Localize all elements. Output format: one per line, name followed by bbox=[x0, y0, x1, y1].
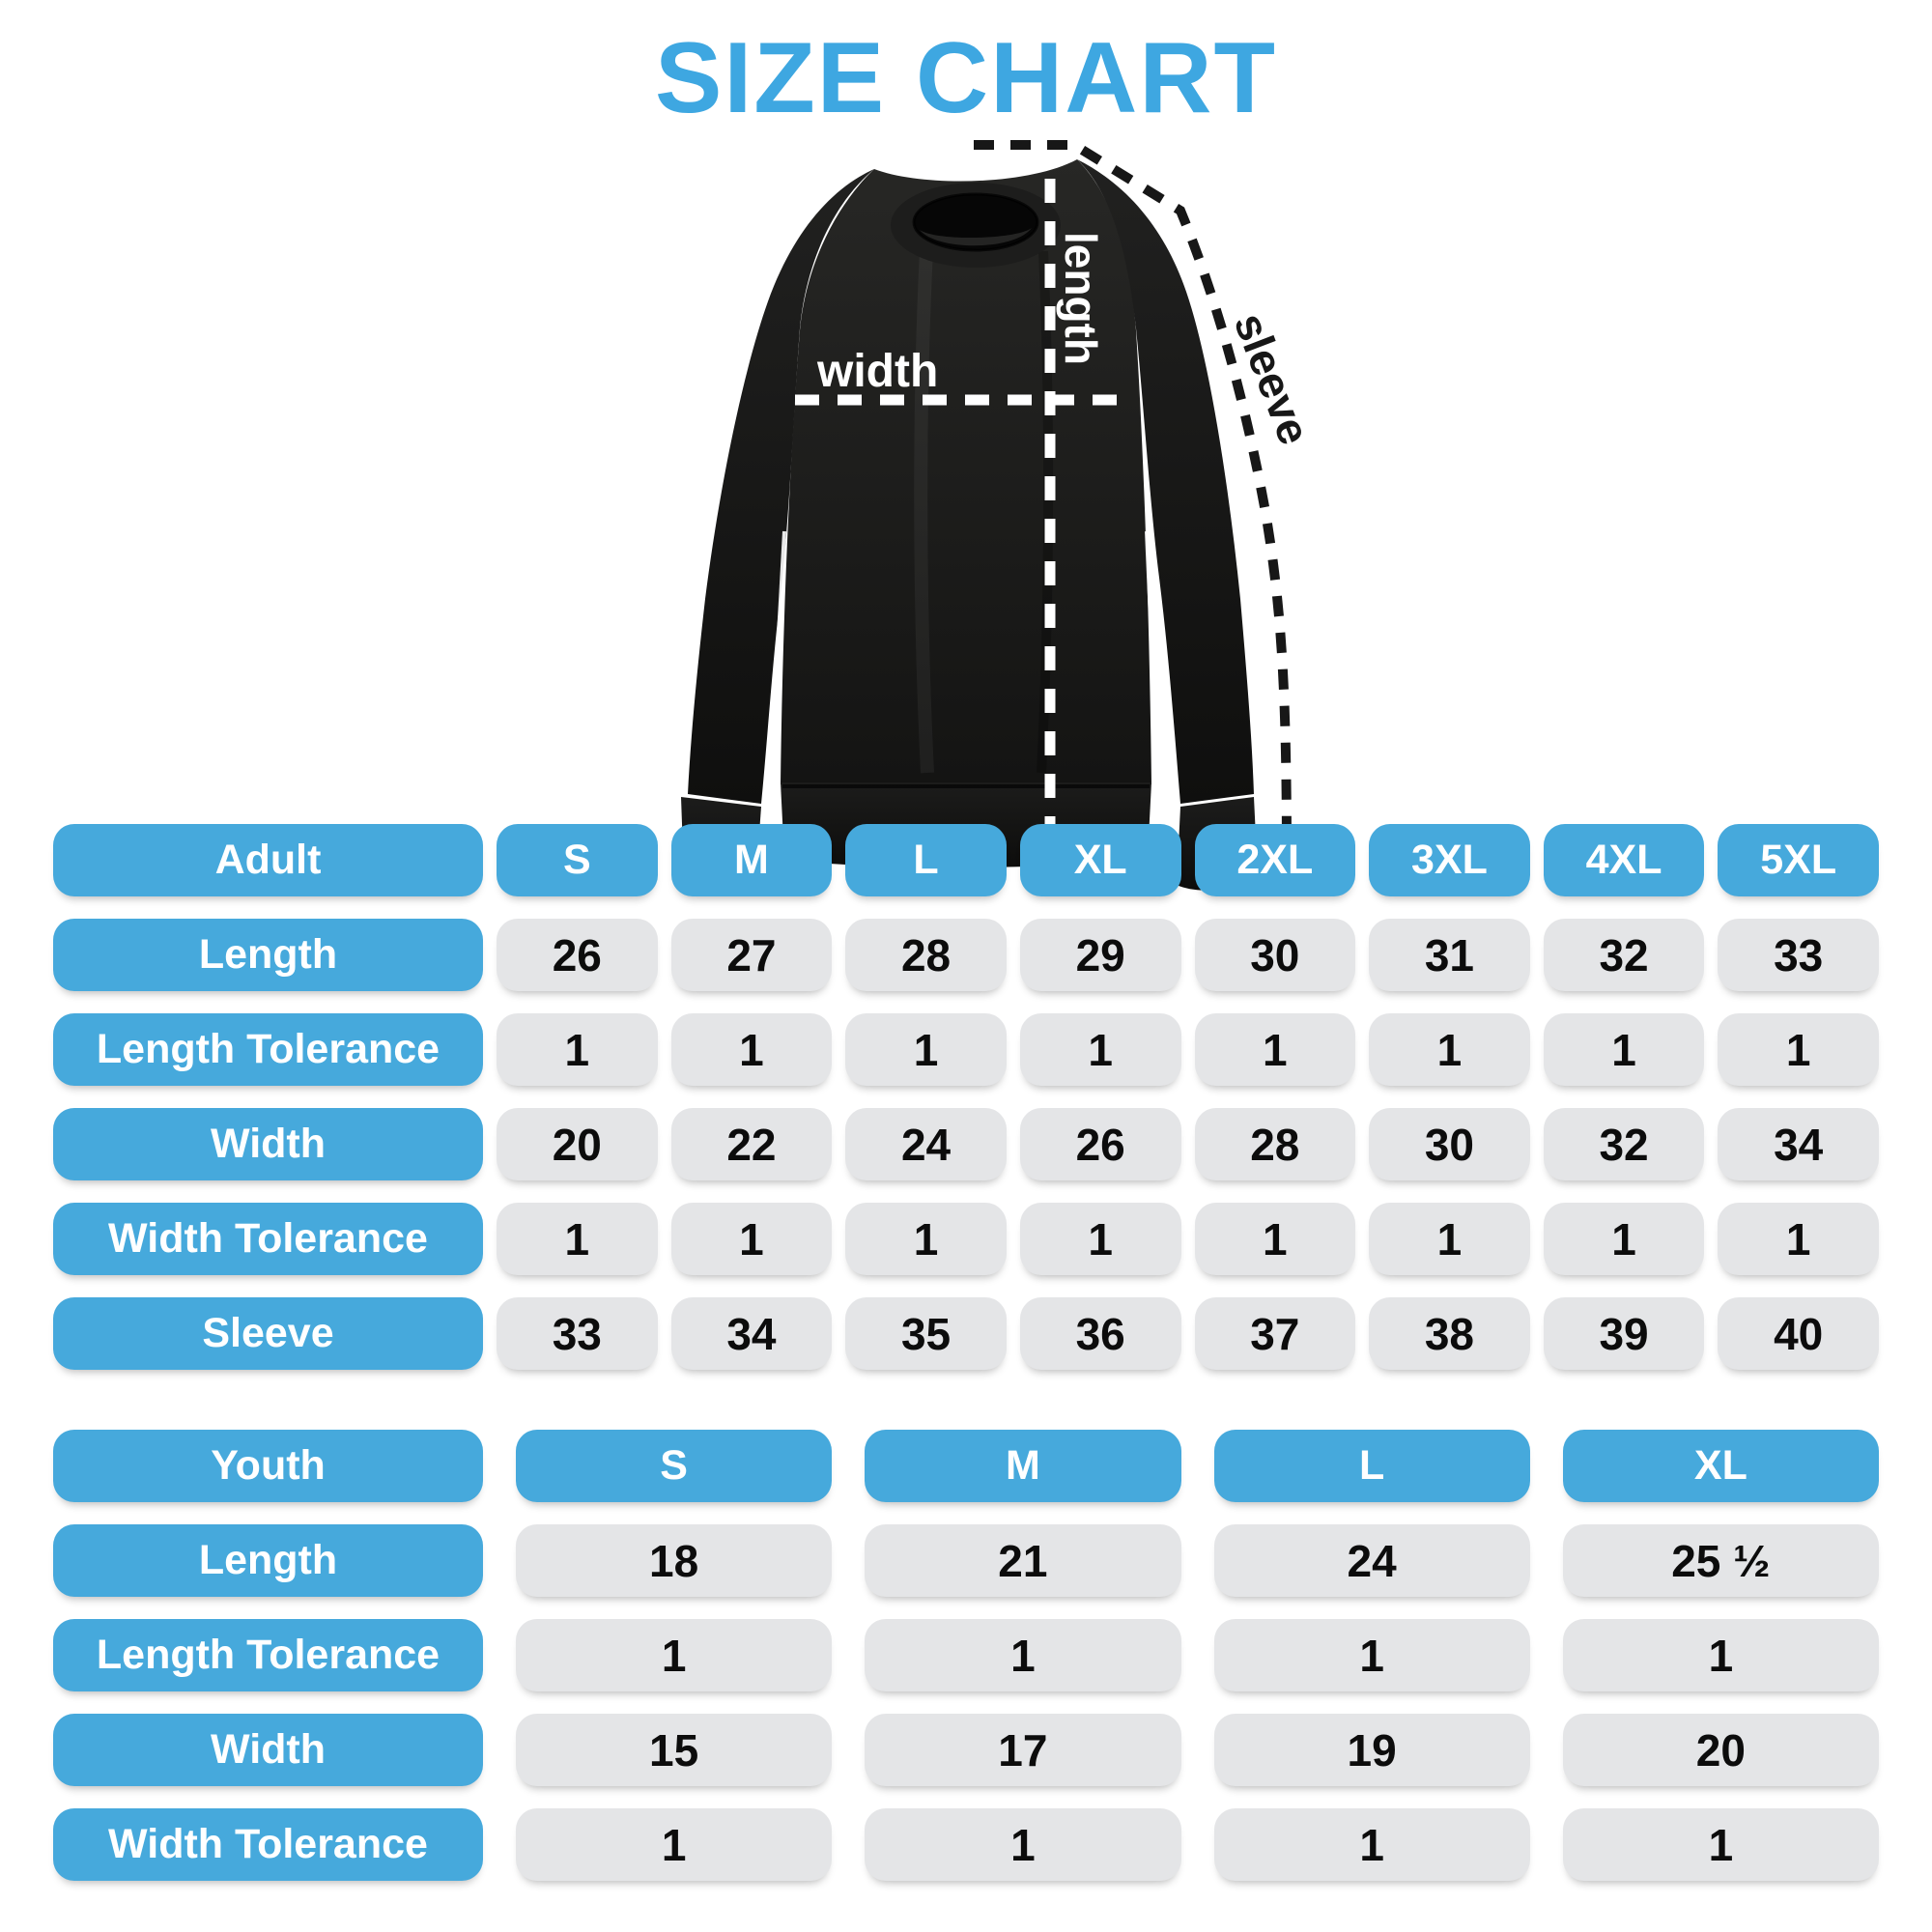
size-header-cell: 3XL bbox=[1369, 824, 1530, 896]
value-cell: 19 bbox=[1214, 1714, 1530, 1786]
value-cell: 1 bbox=[1020, 1203, 1181, 1275]
value-cell: 20 bbox=[497, 1108, 658, 1180]
youth-table-title: Youth bbox=[53, 1430, 483, 1502]
value-cell: 36 bbox=[1020, 1297, 1181, 1370]
size-header-cell: 2XL bbox=[1195, 824, 1356, 896]
value-cell: 1 bbox=[1563, 1808, 1879, 1881]
value-cell: 33 bbox=[497, 1297, 658, 1370]
value-cell: 1 bbox=[1369, 1203, 1530, 1275]
row-label-cell: Length Tolerance bbox=[53, 1619, 483, 1691]
value-cell: 31 bbox=[1369, 919, 1530, 991]
sweatshirt-diagram bbox=[638, 116, 1314, 908]
row-label-cell: Width bbox=[53, 1714, 483, 1786]
size-header-cell: 5XL bbox=[1718, 824, 1879, 896]
adult-size-table bbox=[53, 824, 1879, 1370]
size-header-cell: M bbox=[671, 824, 833, 896]
value-cell: 1 bbox=[516, 1619, 832, 1691]
value-cell: 25 ½ bbox=[1563, 1524, 1879, 1597]
value-cell: 32 bbox=[1544, 919, 1705, 991]
page-title: SIZE CHART bbox=[655, 22, 1277, 134]
value-cell: 1 bbox=[671, 1013, 833, 1086]
size-header-cell: M bbox=[865, 1430, 1180, 1502]
value-cell: 1 bbox=[497, 1013, 658, 1086]
value-cell: 28 bbox=[1195, 1108, 1356, 1180]
row-label-cell: Length bbox=[53, 1524, 483, 1597]
value-cell: 30 bbox=[1195, 919, 1356, 991]
value-cell: 1 bbox=[865, 1808, 1180, 1881]
value-cell: 27 bbox=[671, 919, 833, 991]
value-cell: 1 bbox=[1718, 1203, 1879, 1275]
value-cell: 33 bbox=[1718, 919, 1879, 991]
row-label-cell: Width Tolerance bbox=[53, 1808, 483, 1881]
value-cell: 26 bbox=[1020, 1108, 1181, 1180]
value-cell: 15 bbox=[516, 1714, 832, 1786]
value-cell: 1 bbox=[1214, 1619, 1530, 1691]
value-cell: 37 bbox=[1195, 1297, 1356, 1370]
value-cell: 1 bbox=[516, 1808, 832, 1881]
value-cell: 1 bbox=[845, 1013, 1007, 1086]
size-header-cell: S bbox=[497, 824, 658, 896]
value-cell: 1 bbox=[1195, 1203, 1356, 1275]
value-cell: 38 bbox=[1369, 1297, 1530, 1370]
value-cell: 1 bbox=[1214, 1808, 1530, 1881]
size-header-cell: L bbox=[845, 824, 1007, 896]
value-cell: 1 bbox=[497, 1203, 658, 1275]
value-cell: 39 bbox=[1544, 1297, 1705, 1370]
value-cell: 22 bbox=[671, 1108, 833, 1180]
value-cell: 20 bbox=[1563, 1714, 1879, 1786]
value-cell: 1 bbox=[1195, 1013, 1356, 1086]
size-header-cell: S bbox=[516, 1430, 832, 1502]
size-header-cell: 4XL bbox=[1544, 824, 1705, 896]
value-cell: 1 bbox=[1544, 1013, 1705, 1086]
value-cell: 1 bbox=[1369, 1013, 1530, 1086]
value-cell: 17 bbox=[865, 1714, 1180, 1786]
value-cell: 28 bbox=[845, 919, 1007, 991]
value-cell: 24 bbox=[845, 1108, 1007, 1180]
value-cell: 29 bbox=[1020, 919, 1181, 991]
value-cell: 34 bbox=[671, 1297, 833, 1370]
value-cell: 1 bbox=[1718, 1013, 1879, 1086]
value-cell: 24 bbox=[1214, 1524, 1530, 1597]
value-cell: 1 bbox=[1563, 1619, 1879, 1691]
value-cell: 1 bbox=[845, 1203, 1007, 1275]
row-label-cell: Length bbox=[53, 919, 483, 991]
width-label: width bbox=[817, 346, 939, 397]
adult-table-title: Adult bbox=[53, 824, 483, 896]
value-cell: 21 bbox=[865, 1524, 1180, 1597]
size-header-cell: L bbox=[1214, 1430, 1530, 1502]
row-label-cell: Length Tolerance bbox=[53, 1013, 483, 1086]
sleeve-label: sleeve bbox=[1224, 305, 1314, 451]
value-cell: 1 bbox=[865, 1619, 1180, 1691]
size-header-cell: XL bbox=[1020, 824, 1181, 896]
youth-size-table bbox=[53, 1430, 1879, 1881]
row-label-cell: Sleeve bbox=[53, 1297, 483, 1370]
value-cell: 34 bbox=[1718, 1108, 1879, 1180]
value-cell: 1 bbox=[671, 1203, 833, 1275]
row-label-cell: Width Tolerance bbox=[53, 1203, 483, 1275]
row-label-cell: Width bbox=[53, 1108, 483, 1180]
sweatshirt-illustration bbox=[638, 116, 1314, 908]
size-header-cell: XL bbox=[1563, 1430, 1879, 1502]
value-cell: 32 bbox=[1544, 1108, 1705, 1180]
length-label: length bbox=[1056, 232, 1106, 365]
value-cell: 18 bbox=[516, 1524, 832, 1597]
value-cell: 30 bbox=[1369, 1108, 1530, 1180]
value-cell: 1 bbox=[1020, 1013, 1181, 1086]
value-cell: 40 bbox=[1718, 1297, 1879, 1370]
value-cell: 1 bbox=[1544, 1203, 1705, 1275]
value-cell: 26 bbox=[497, 919, 658, 991]
value-cell: 35 bbox=[845, 1297, 1007, 1370]
